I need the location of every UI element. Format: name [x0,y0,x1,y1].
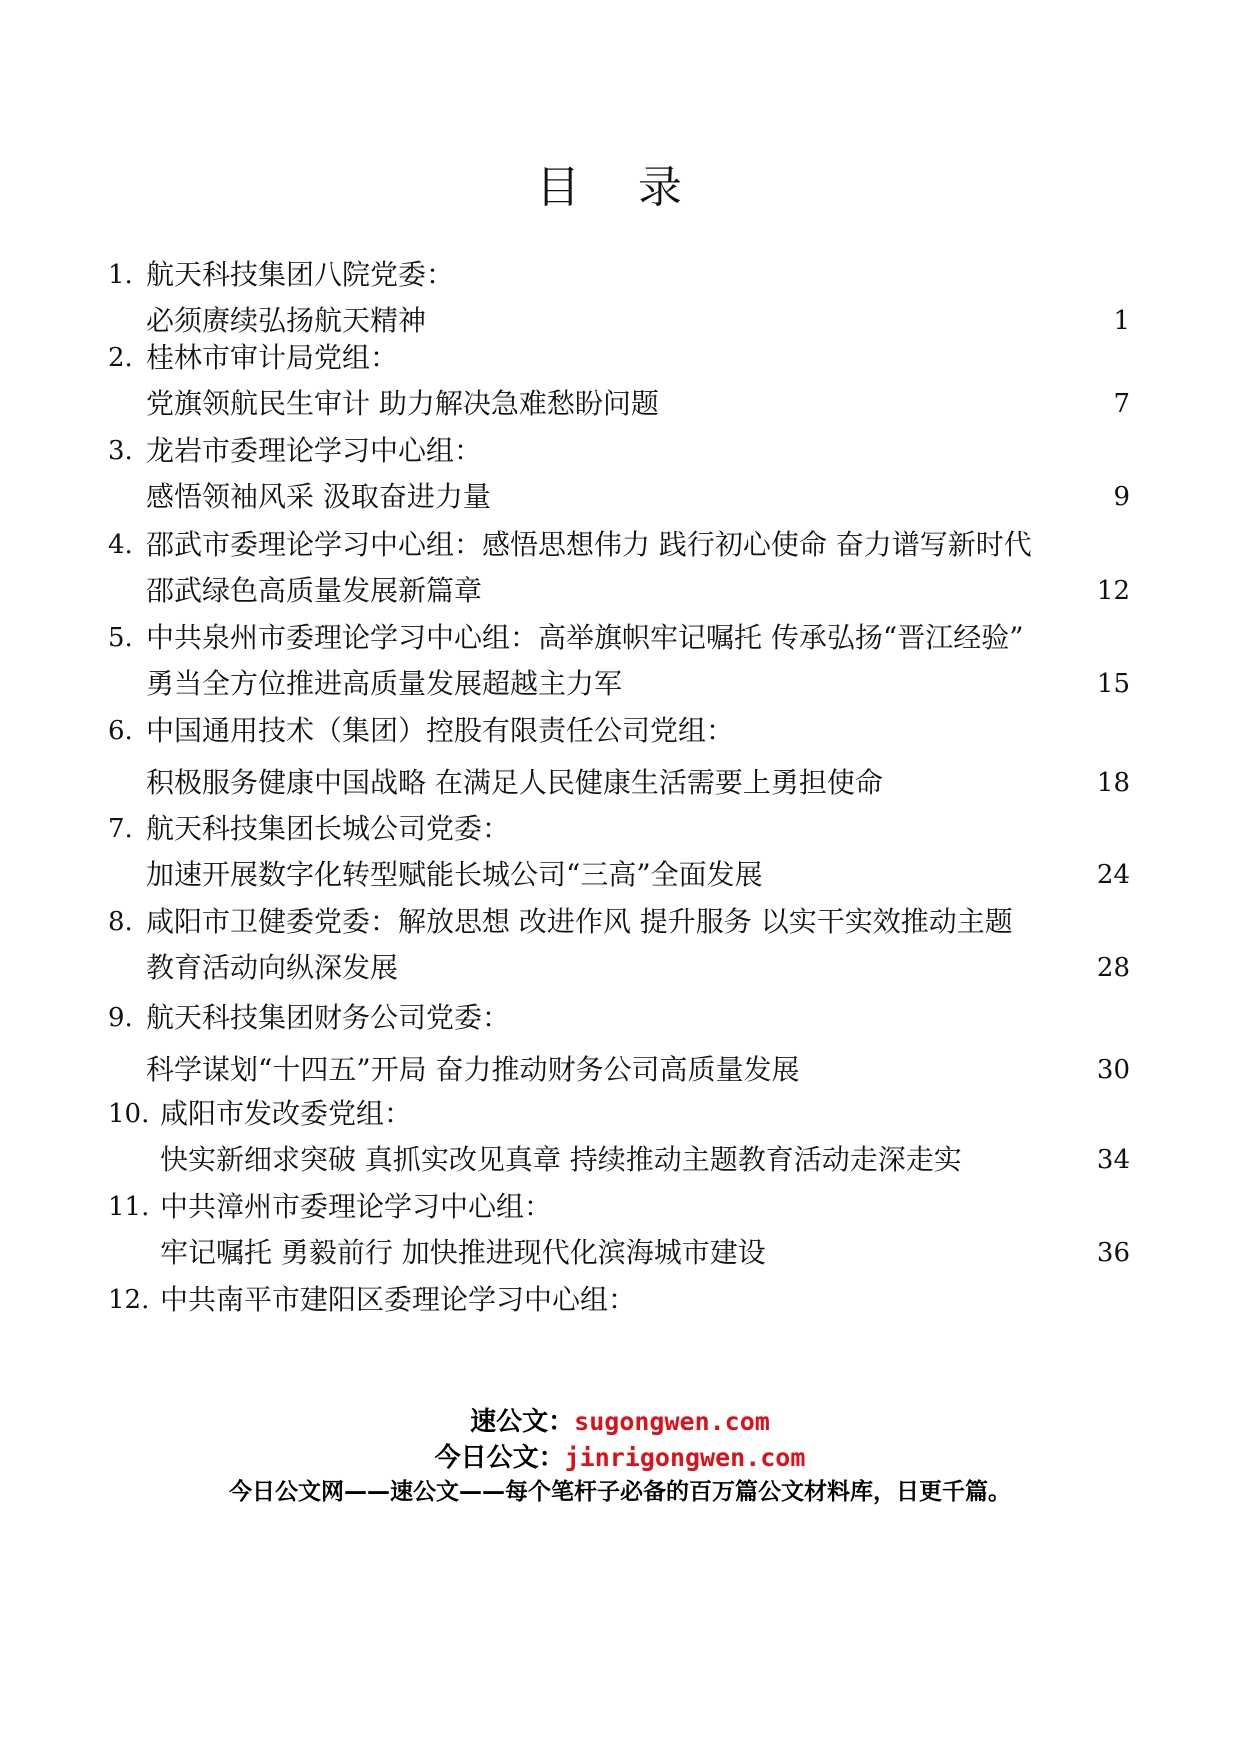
footer-tagline: 今日公文网——速公文——每个笔杆子必备的百万篇公文材料库，日更千篇。 [229,1479,1011,1505]
toc-entry-number: 8. [108,907,133,937]
toc-entry-heading[interactable]: 桂林市审计局党组： [146,341,399,374]
toc-entry-page-number: 12 [1096,576,1130,606]
toc-entry-title[interactable]: 党旗领航民生审计 助力解决急难愁盼问题 [146,387,659,420]
toc-entry-number: 4. [108,530,133,560]
toc-entry-page-number: 24 [1096,860,1130,890]
footer-line-2 [0,1440,1240,1476]
toc-entry-heading[interactable]: 航天科技集团八院党委： [146,258,455,291]
toc-entry-number: 10. [108,1099,150,1129]
toc-entry-heading[interactable]: 咸阳市卫健委党委：解放思想 改进作风 提升服务 以实干实效推动主题 [146,905,1013,938]
toc-entry-title[interactable]: 积极服务健康中国战略 在满足人民健康生活需要上勇担使命 [146,766,883,799]
toc-entry-number: 12. [108,1285,150,1315]
toc-entry-heading[interactable]: 航天科技集团财务公司党委： [146,1001,511,1034]
toc-entry-page-number: 36 [1096,1238,1130,1268]
toc-entry-page-number: 1 [1113,306,1130,336]
footer-url-1[interactable]: sugongwen.com [574,1407,770,1436]
toc-entry-page-number: 30 [1096,1055,1130,1085]
toc-entry-heading[interactable]: 航天科技集团长城公司党委： [146,812,511,845]
page-title: 目 录 [536,162,704,213]
toc-entry-heading[interactable]: 中共南平市建阳区委理论学习中心组： [160,1283,637,1316]
toc-entry-title[interactable]: 邵武绿色高质量发展新篇章 [146,574,483,607]
toc-entry-title[interactable]: 必须赓续弘扬航天精神 [146,304,427,337]
toc-entry-page-number: 28 [1096,953,1130,983]
toc-entry-heading[interactable]: 中国通用技术（集团）控股有限责任公司党组： [146,714,735,747]
toc-entry-number: 3. [108,436,133,466]
footer-label-2: 今日公文： [434,1443,565,1473]
toc-entry-title[interactable]: 牢记嘱托 勇毅前行 加快推进现代化滨海城市建设 [160,1236,766,1269]
toc-entry-title[interactable]: 勇当全方位推进高质量发展超越主力军 [146,667,623,700]
footer-line-1 [0,1404,1240,1440]
toc-entry-title[interactable]: 教育活动向纵深发展 [146,951,399,984]
toc-entry-page-number: 15 [1096,669,1130,699]
toc-entry-heading[interactable]: 中共漳州市委理论学习中心组： [160,1190,553,1223]
toc-entry-number: 6. [108,716,133,746]
toc-entry-title[interactable]: 加速开展数字化转型赋能长城公司“三高”全面发展 [146,858,763,891]
footer-url-2[interactable]: jinrigongwen.com [564,1443,806,1472]
toc-entry-number: 7. [108,814,133,844]
toc-entry-title[interactable]: 快实新细求突破 真抓实改见真章 持续推动主题教育活动走深走实 [160,1143,962,1176]
toc-entry-heading[interactable]: 中共泉州市委理论学习中心组：高举旗帜牢记嘱托 传承弘扬“晋江经验” [146,621,1024,654]
toc-entry-title[interactable]: 感悟领袖风采 汲取奋进力量 [146,480,491,513]
footer-label-1: 速公文： [470,1407,575,1437]
toc-entry-page-number: 18 [1096,768,1130,798]
toc-entry-heading[interactable]: 邵武市委理论学习中心组：感悟思想伟力 践行初心使命 奋力谱写新时代 [146,528,1032,561]
toc-entry-page-number: 34 [1096,1145,1130,1175]
toc-entry-heading[interactable]: 龙岩市委理论学习中心组： [146,434,483,467]
toc-entry-heading[interactable]: 咸阳市发改委党组： [160,1097,413,1130]
footer [0,1404,1240,1508]
toc-entry-title[interactable]: 科学谋划“十四五”开局 奋力推动财务公司高质量发展 [146,1053,800,1086]
toc-entry-number: 2. [108,343,133,373]
toc-entry-number: 9. [108,1003,133,1033]
toc-entry-page-number: 9 [1113,482,1130,512]
toc-entry-number: 11. [108,1192,150,1222]
toc-entry-page-number: 7 [1113,389,1130,419]
toc-entry-number: 1. [108,260,133,290]
toc-entry-number: 5. [108,623,133,653]
